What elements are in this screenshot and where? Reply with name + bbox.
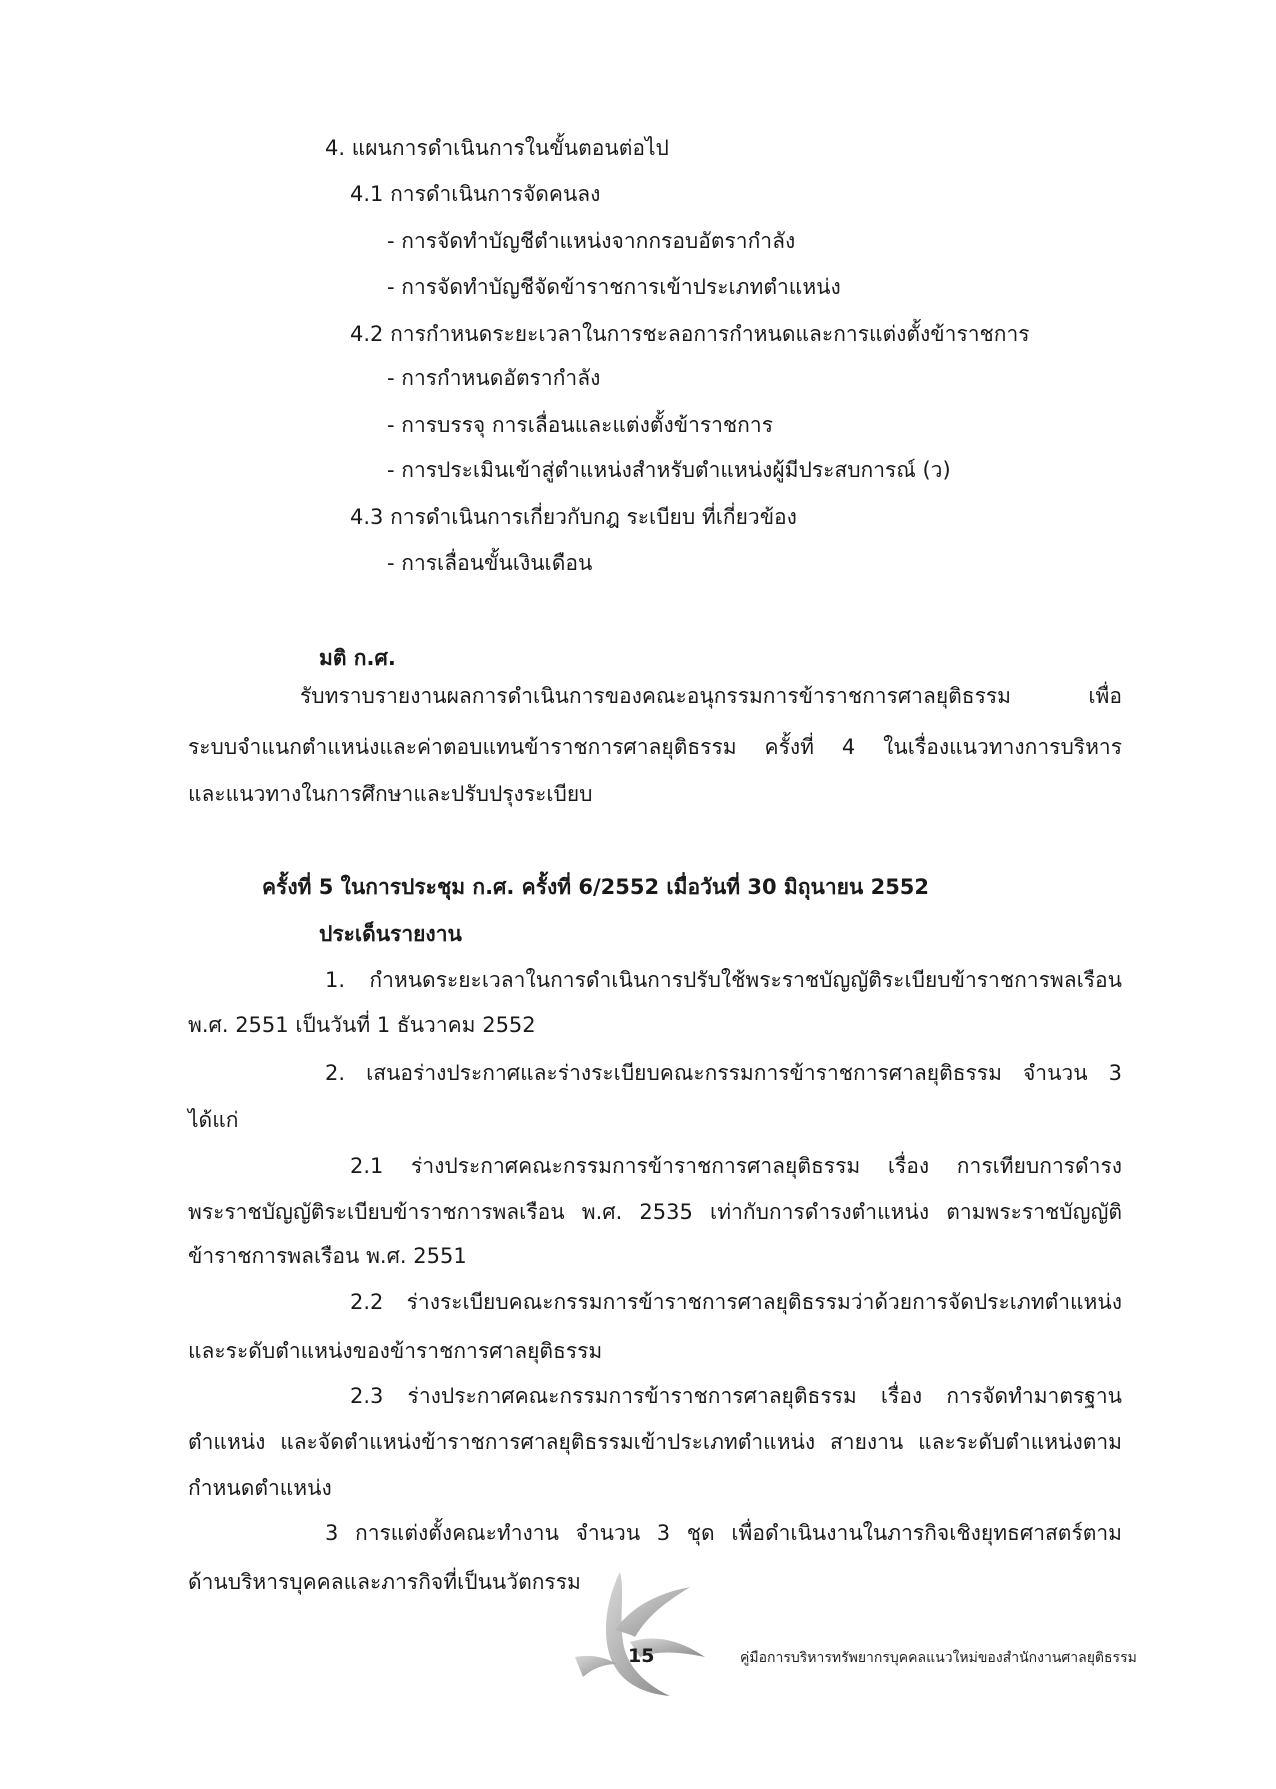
meeting-heading: ครั้งที่ 5 ในการประชุม ก.ศ. ครั้งที่ 6/2552 เมื่อวันที่ 30 มิถุนายน 2552 bbox=[262, 875, 930, 899]
resolution-heading: มติ ก.ศ. bbox=[319, 646, 396, 670]
paragraph-line: 3 การแต่งตั้งคณะทำงาน จำนวน 3 ชุด เพื่อดำเนินงานในภารกิจเชิงยุทธศาสตร์ตาม bbox=[325, 1521, 1122, 1545]
paragraph-line: 2.3 ร่างประกาศคณะกรรมการข้าราชการศาลยุติธรรม เรื่อง การจัดทำมาตรฐาน bbox=[350, 1384, 1122, 1408]
subsection-title: 4.1 การดำเนินการจัดคนลง bbox=[350, 182, 601, 206]
paragraph-line: ด้านบริหารบุคคลและภารกิจที่เป็นนวัตกรรม bbox=[188, 1570, 581, 1594]
paragraph-line: 2.1 ร่างประกาศคณะกรรมการข้าราชการศาลยุติธรรม เรื่อง การเทียบการดำรง bbox=[350, 1154, 1122, 1178]
paragraph-line: พระราชบัญญัติระเบียบข้าราชการพลเรือน พ.ศ. 2535 เท่ากับการดำรงตำแหน่ง ตามพระราชบัญญัติ bbox=[188, 1200, 1122, 1224]
subsection-title: 4.3 การดำเนินการเกี่ยวกับกฎ ระเบียบ ที่เกี่ยวข้อง bbox=[350, 505, 797, 529]
subsection-title: 4.2 การกำหนดระยะเวลาในการชะลอการกำหนดและการแต่งตั้งข้าราชการ bbox=[350, 322, 1030, 346]
paragraph-line: กำหนดตำแหน่ง bbox=[188, 1476, 332, 1500]
paragraph-line: รับทราบรายงานผลการดำเนินการของคณะอนุกรรมการข้าราชการศาลยุติธรรม เพื่อ bbox=[300, 684, 1122, 708]
paragraph-line: 1. กำหนดระยะเวลาในการดำเนินการปรับใช้พระราชบัญญัติระเบียบข้าราชการพลเรือน bbox=[325, 968, 1122, 992]
paragraph-line: ตำแหน่ง และจัดตำแหน่งข้าราชการศาลยุติธรรมเข้าประเภทตำแหน่ง สายงาน และระดับตำแหน่งตาม bbox=[188, 1430, 1122, 1454]
paragraph-line: ข้าราชการพลเรือน พ.ศ. 2551 bbox=[188, 1244, 467, 1268]
paragraph-line: 2. เสนอร่างประกาศและร่างระเบียบคณะกรรมการข้าราชการศาลยุติธรรม จำนวน 3 bbox=[325, 1061, 1122, 1085]
list-item: - การจัดทำบัญชีจัดข้าราชการเข้าประเภทตำแหน่ง bbox=[387, 275, 841, 299]
paragraph-line: พ.ศ. 2551 เป็นวันที่ 1 ธันวาคม 2552 bbox=[188, 1013, 536, 1037]
paragraph-line: ได้แก่ bbox=[188, 1108, 239, 1132]
paragraph-line: 2.2 ร่างระเบียบคณะกรรมการข้าราชการศาลยุติธรรมว่าด้วยการจัดประเภทตำแหน่ง bbox=[350, 1290, 1122, 1314]
list-item: - การจัดทำบัญชีตำแหน่งจากกรอบอัตรากำลัง bbox=[387, 229, 796, 253]
report-subheading: ประเด็นรายงาน bbox=[319, 922, 462, 946]
list-item: - การประเมินเข้าสู่ตำแหน่งสำหรับตำแหน่งผู้มีประสบการณ์ (ว) bbox=[387, 458, 951, 482]
page-number: 15 bbox=[628, 1645, 655, 1667]
paragraph-line: ระบบจำแนกตำแหน่งและค่าตอบแทนข้าราชการศาลยุติธรรม ครั้งที่ 4 ในเรื่องแนวทางการบริหาร bbox=[188, 735, 1122, 759]
paragraph-line: และระดับตำแหน่งของข้าราชการศาลยุติธรรม bbox=[188, 1339, 603, 1363]
list-item: - การกำหนดอัตรากำลัง bbox=[387, 366, 601, 390]
paragraph-line: และแนวทางในการศึกษาและปรับปรุงระเบียบ bbox=[188, 782, 593, 806]
court-logo-swirl-icon bbox=[575, 1572, 715, 1697]
list-item: - การบรรจุ การเลื่อนและแต่งตั้งข้าราชการ bbox=[387, 413, 773, 437]
footer-title: คู่มือการบริหารทรัพยากรบุคคลแนวใหม่ของสำนักงานศาลยุติธรรม bbox=[740, 1650, 1137, 1666]
list-item: - การเลื่อนขั้นเงินเดือน bbox=[387, 551, 593, 575]
plan-heading: 4. แผนการดำเนินการในขั้นตอนต่อไป bbox=[325, 136, 669, 160]
